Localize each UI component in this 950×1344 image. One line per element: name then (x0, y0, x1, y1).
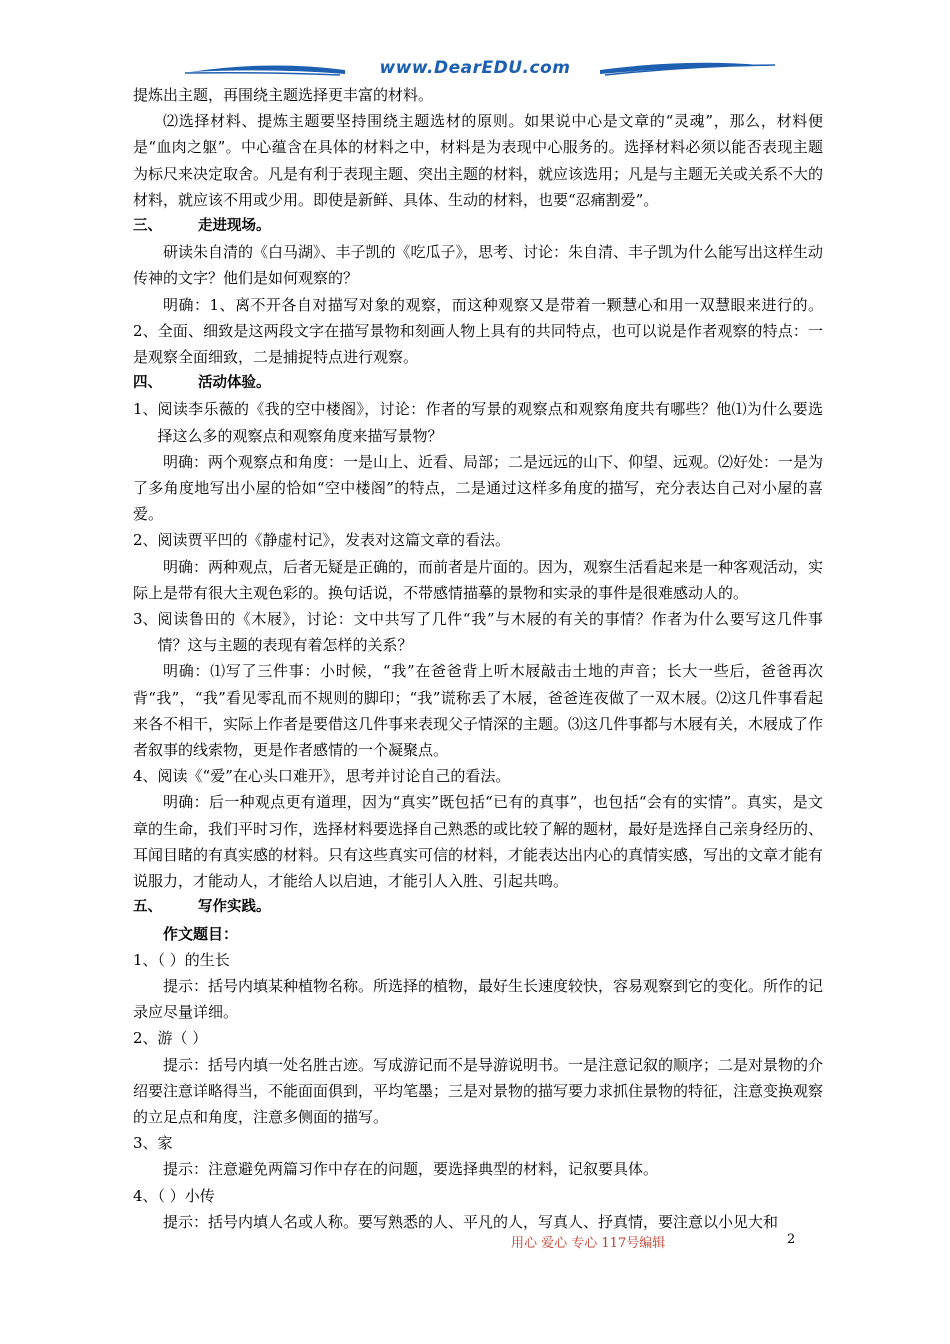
paragraph: 4、（ ）小传 (133, 1186, 215, 1205)
list-item (133, 763, 823, 789)
paragraph: 提示：括号内填一处名胜古迹。写成游记而不是导游说明书。一是注意记叙的顺序；二是对景物的介绍要注意详略得当，不能面面俱到，平均笔墨；三是对景物的描写要力求抓住景物的特征，注意变换观察的立足点和角度，注意多侧面的描写。 (133, 1055, 824, 1126)
page-number: 2 (787, 1232, 796, 1247)
list-item-number: 2、 (133, 531, 158, 550)
brand-logo-text: www.DearEDU.com (379, 58, 571, 78)
paragraph: 3、家 (133, 1134, 173, 1153)
list-item-number: 1、 (133, 400, 158, 419)
section-title: 走进现场。 (198, 218, 271, 235)
document-body (133, 82, 823, 1235)
paragraph: 提炼出主题，再围绕主题选择更丰富的材料。 (133, 86, 434, 104)
section-title: 写作实践。 (198, 899, 271, 916)
list-item (133, 527, 823, 553)
subheading: 作文题目： (163, 924, 239, 943)
list-item-text: 阅读贾平凹的《静虚村记》，发表对这篇文章的看法。 (157, 531, 511, 550)
paragraph: 研读朱自清的《白马湖》、丰子凯的《吃瓜子》，思考、讨论：朱自清、丰子凯为什么能写出这样生动传神的文字？他们是如何观察的？ (133, 243, 824, 288)
page-footer (0, 1232, 950, 1256)
section-heading (133, 894, 823, 920)
paragraph: 明确：后一种观点更有道理，因为“真实”既包括“已有的真事”，也包括“会有的实情”。真实，是文章的生命，我们平时习作，选择材料要选择自己熟悉的或比较了解的题材，最好是选择自己亲身经历的、耳闻目睹的有真实感的材料。只有这些真实可信的材料，才能表达出内心的真情实感，写出的文章才能有说服力，才能动人，才能给人以启迪，才能引人入胜、引起共鸣。 (133, 793, 824, 891)
paragraph: 1、（ ）的生长 (133, 950, 230, 969)
section-heading (133, 213, 823, 239)
list-item-text: 阅读鲁田的《木屐》，讨论：文中共写了几件“我”与木屐的有关的事情？作者为什么要写这几件事情？这与主题的表现有着怎样的关系？ (157, 610, 823, 655)
paragraph: 明确：⑴写了三件事：小时候，“我”在爸爸背上听木屐敲击土地的声音；长大一些后，爸爸再次背“我”，“我”看见零乱而不规则的脚印；“我”谎称丢了木屐，爸爸连夜做了一双木屐。⑵这几件事看起来各不相干，实际上作者是要借这几件事来表现父子情深的主题。⑶这几件事都与木屐有关，木屐成了作者叙事的线索物，更是作者感情的一个凝聚点。 (133, 662, 824, 760)
paragraph: 明确：两种观点，后者无疑是正确的，而前者是片面的。因为，观察生活看起来是一种客观活动，实际上是带有很大主观色彩的。换句话说，不带感情描摹的景物和实录的事件是很难感动人的。 (133, 557, 824, 602)
section-number: 五、 (133, 899, 162, 916)
paragraph: 2、游（ ） (133, 1029, 208, 1048)
section-heading (133, 370, 823, 396)
paragraph: 提示：注意避免两篇习作中存在的问题，要选择典型的材料，记叙要具体。 (163, 1160, 659, 1179)
list-item-text: 阅读《“爱”在心头口难开》，思考并讨论自己的看法。 (157, 767, 511, 786)
list-item (133, 606, 823, 658)
list-item-number: 4、 (133, 767, 158, 786)
list-item-number: 3、 (133, 610, 158, 629)
paragraph: 明确：1、离不开各自对描写对象的观察，而这种观察又是带着一颗慧心和用一双慧眼来进行的。2、全面、细致是这两段文字在描写景物和刻画人物上具有的共同特点，也可以说是作者观察的特点：一是观察全面细致，二是捕捉特点进行观察。 (133, 295, 823, 367)
list-item (133, 396, 823, 448)
paragraph: ⑵选择材料、提炼主题要坚持围绕主题选材的原则。如果说中心是文章的“灵魂”，那么，材料便是“血肉之躯”。中心蕴含在具体的材料之中，材料是为表现中心服务的。选择材料必须以能否表现主题为标尺来决定取舍。凡是有利于表现主题、突出主题的材料，就应该选用；凡是与主题无关或关系不大的材料，就应该不用或少用。即使是新鲜、具体、生动的材料，也要“忍痛割爱”。 (133, 112, 824, 209)
section-title: 活动体验。 (198, 375, 271, 392)
paragraph: 提示：括号内填某种植物名称。所选择的植物，最好生长速度较快，容易观察到它的变化。所作的记录应尽量详细。 (133, 976, 824, 1022)
paragraph: 明确：两个观察点和角度：一是山上、近看、局部；二是远远的山下、仰望、远观。⑵好处：一是为了多角度地写出小屋的恰如“空中楼阁”的特点，二是通过这样多角度的描写，充分表达自己对小屋的喜爱。 (133, 452, 824, 524)
list-item-text: 阅读李乐薇的《我的空中楼阁》，讨论：作者的写景的观察点和观察角度共有哪些？他⑴为什么要选择这么多的观察点和观察角度来描写景物？ (157, 400, 823, 445)
section-number: 三、 (133, 218, 162, 235)
paragraph: 提示：括号内填人名或人称。要写熟悉的人、平凡的人，写真人、抒真情，要注意以小见大和 (163, 1212, 779, 1231)
footer-slogan: 用心 爱心 专心 117号编辑 (511, 1236, 666, 1251)
section-number: 四、 (133, 375, 162, 392)
